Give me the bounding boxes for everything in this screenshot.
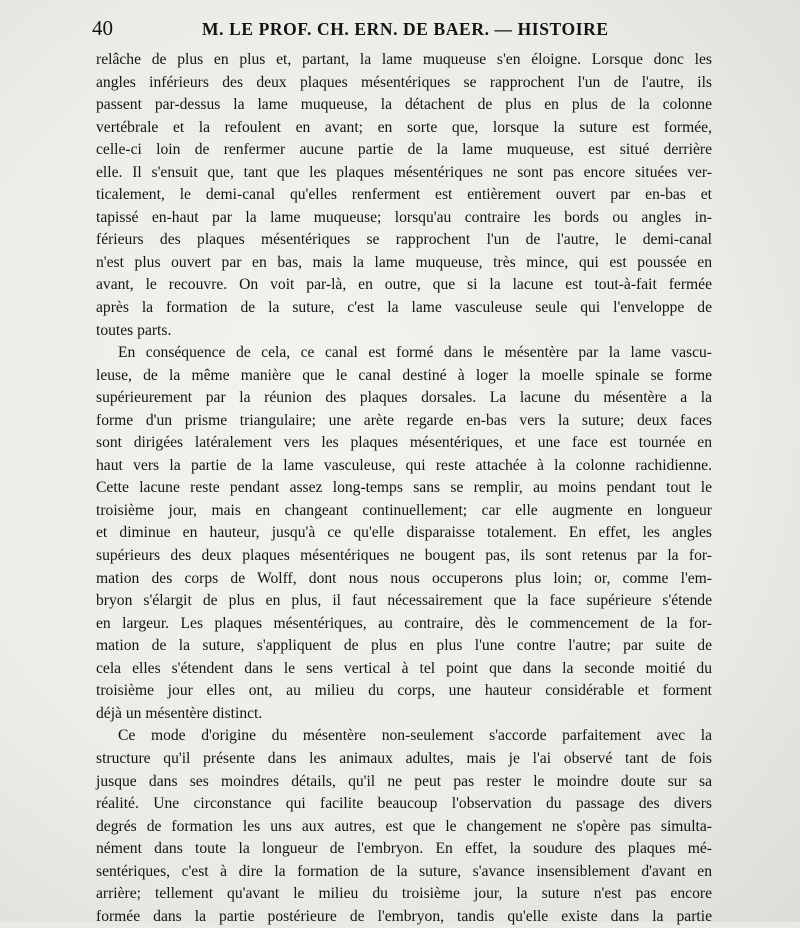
text-line: troisième jour, mais en changeant continuellement; car elle augmente en longueur xyxy=(96,501,712,519)
text-line: celle-ci loin de renfermer aucune partie de la lame muqueuse, est situé derrière xyxy=(96,141,712,159)
text-line: En conséquence de cela, ce canal est formé dans le mésentère par la lame vascu- xyxy=(118,344,712,362)
text-line: sont dirigées latéralement vers les plaques mésentériques, et une face est tournée en xyxy=(96,434,712,452)
text-line: bryon s'élargit de plus en plus, il faut nécessairement que la face supérieure s'étende xyxy=(96,592,712,610)
text-line: passent par-dessus la lame muqueuse, la détachent de plus en plus de la colonne xyxy=(96,96,712,114)
text-line: elle. Il s'ensuit que, tant que les plaques mésentériques ne sont pas encore situées ver- xyxy=(96,163,712,181)
text-line: structure qu'il présente dans les animaux adultes, mais je l'ai observé tant de fois xyxy=(96,749,712,767)
text-line: angles inférieurs des deux plaques mésentériques se rapprochent l'un de l'autre, ils xyxy=(96,73,712,91)
text-line: sentériques, c'est à dire la formation de la suture, s'avance insensiblement d'avant en xyxy=(96,862,712,880)
text-line: arrière; tellement qu'avant le milieu du troisième jour, la suture n'est pas encore xyxy=(96,885,712,903)
text-line: férieurs des plaques mésentériques se rapprochent l'un de l'autre, le demi-canal xyxy=(96,231,712,249)
paragraph xyxy=(96,49,712,342)
text-line: supérieurs des deux plaques mésentériques ne bougent pas, ils sont retenus par la for- xyxy=(96,547,712,565)
text-line: tapissé en-haut par la lame muqueuse; lorsqu'au contraire les bords ou angles in- xyxy=(96,208,712,226)
text-line: mation des corps de Wolff, dont nous nous occuperons plus loin; or, comme l'em- xyxy=(96,569,712,587)
text-line: après la formation de la suture, c'est la lame vasculeuse seule qui l'enveloppe de xyxy=(96,299,712,317)
text-line: troisième jour elles ont, au milieu du corps, une hauteur considérable et forment xyxy=(96,682,712,700)
text-line: avant, le recouvre. On voit par-là, en outre, que si la lacune est tout-à-fait fermée xyxy=(96,276,712,294)
text-line: Ce mode d'origine du mésentère non-seulement s'accorde parfaitement avec la xyxy=(118,727,712,745)
text-line: vertébrale et la refoulent en avant; en sorte que, lorsque la suture est formée, xyxy=(96,118,712,136)
text-line: toutes parts. xyxy=(96,321,172,339)
text-line: formée dans la partie postérieure de l'embryon, tandis qu'elle existe dans la partie xyxy=(96,907,712,925)
text-line: déjà un mésentère distinct. xyxy=(96,704,263,722)
text-line: ticalement, le demi-canal qu'elles renferment est entièrement ouvert par en-bas et xyxy=(96,186,712,204)
text-line: relâche de plus en plus et, partant, la lame muqueuse s'en éloigne. Lorsque donc les xyxy=(96,51,712,68)
text-line: en largeur. Les plaques mésentériques, au contraire, dès le commencement de la for- xyxy=(96,614,712,632)
text-line: nément dans toute la longueur de l'embryon. En effet, la soudure des plaques mé- xyxy=(96,840,712,858)
body-text xyxy=(96,49,712,928)
text-line: jusque dans ses moindres détails, qu'il ne peut pas rester le moindre doute sur sa xyxy=(96,772,712,790)
text-line: réalité. Une circonstance qui facilite beaucoup l'observation du passage des divers xyxy=(96,795,712,813)
text-line: leuse, de la même manière que le canal destiné à loger la moelle spinale se forme xyxy=(96,366,712,384)
text-line: n'est plus ouvert par en bas, mais la lame muqueuse, très mince, qui est poussée en xyxy=(96,253,712,271)
paragraph xyxy=(96,725,712,928)
running-head: M. LE PROF. CH. ERN. DE BAER. — HISTOIRE xyxy=(202,19,609,39)
text-line: supérieurement par la réunion des plaques dorsales. La lacune du mésentère a la xyxy=(96,389,712,407)
page-header xyxy=(92,14,714,44)
text-line: cela elles s'étendent dans le sens vertical à tel point que dans la seconde moitié du xyxy=(96,659,712,677)
text-line: Cette lacune reste pendant assez long-temps sans se remplir, au moins pendant tout le xyxy=(96,479,712,497)
text-line: mation de la suture, s'appliquent de plus en plus l'une contre l'autre; par suite de xyxy=(96,637,712,655)
text-line: forme d'un prisme triangulaire; une arète regarde en-bas vers la suture; deux faces xyxy=(96,411,712,429)
text-line: haut vers la partie de la lame vasculeuse, qui reste attachée à la colonne rachidienne. xyxy=(96,456,712,474)
text-line: et diminue en hauteur, jusqu'à ce qu'elle disparaisse totalement. En effet, les angles xyxy=(96,524,712,542)
text-line: degrés de formation les uns aux autres, est que le changement ne s'opère pas simulta- xyxy=(96,817,712,835)
paragraph xyxy=(96,342,712,725)
page-number: 40 xyxy=(92,16,113,40)
